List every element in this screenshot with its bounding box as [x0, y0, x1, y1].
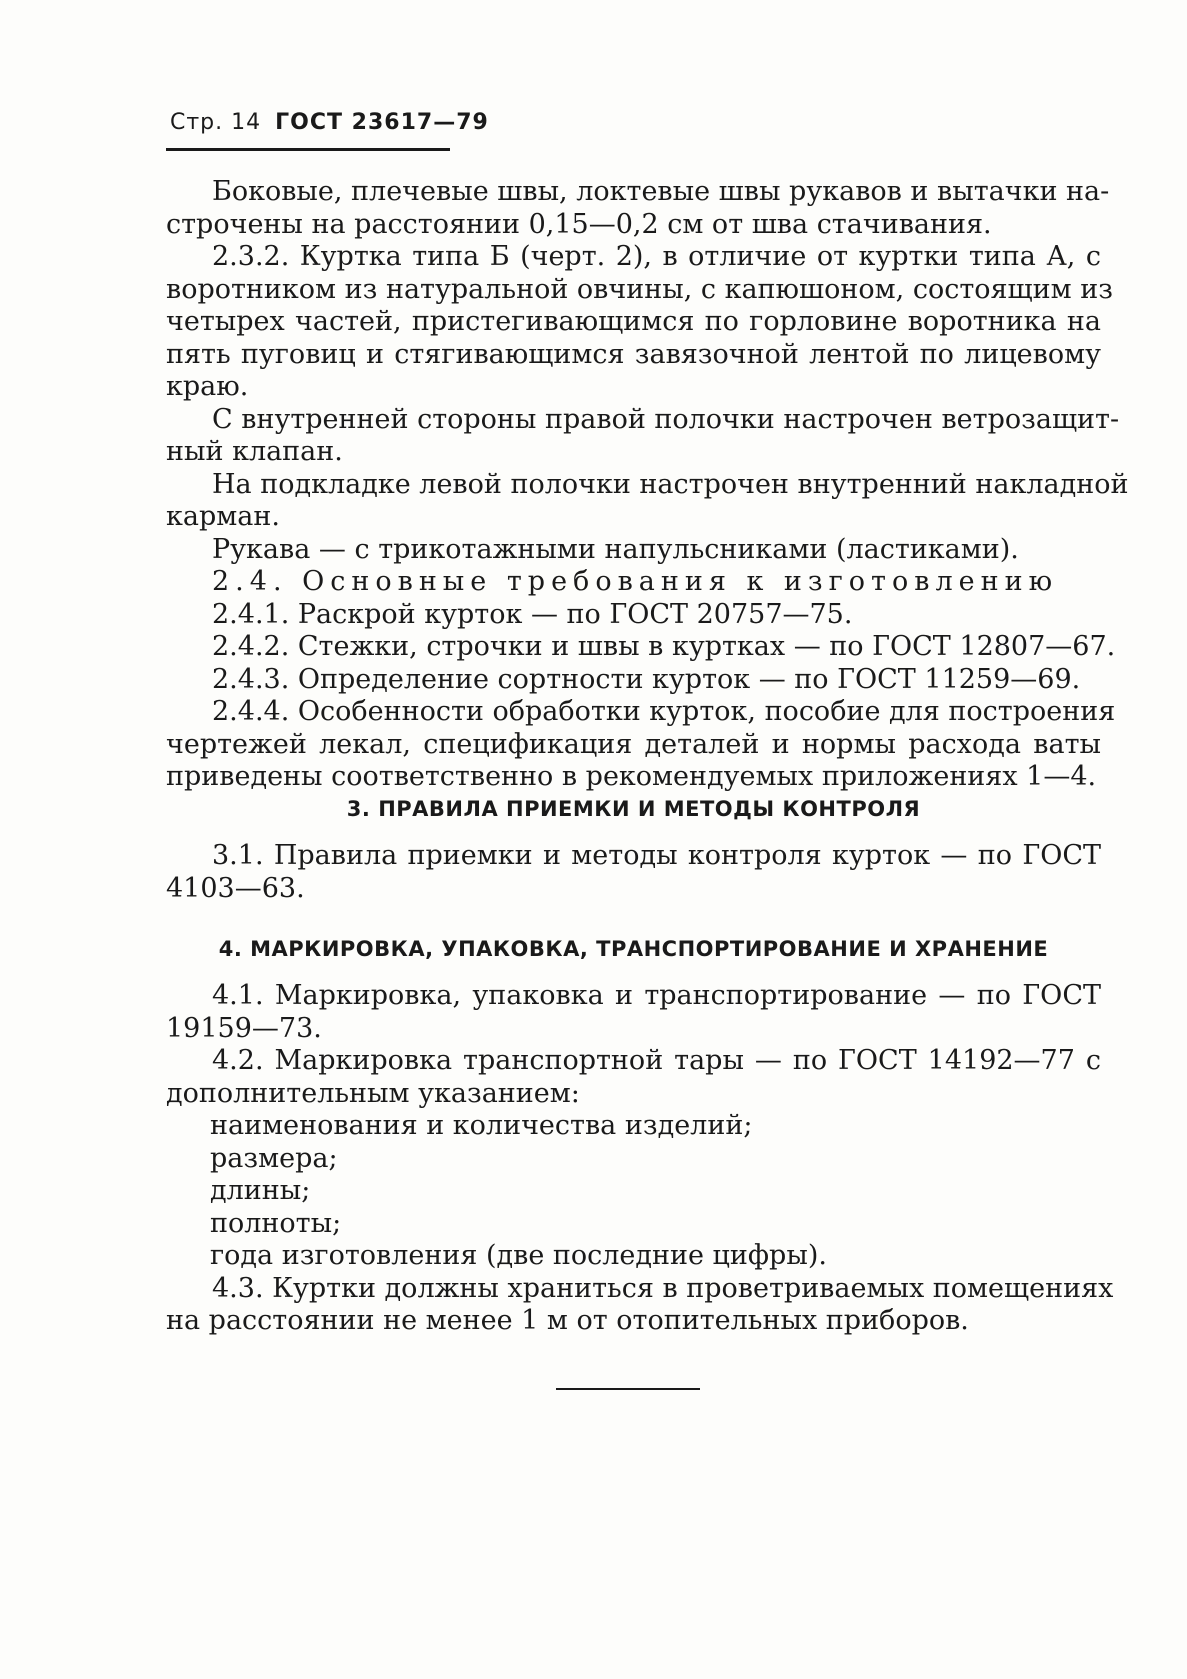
- text-line: приведены соответственно в рекомендуемых приложениях 1—4.: [166, 761, 1097, 792]
- list-item: года изготовления (две последние цифры).: [210, 1240, 827, 1271]
- list-item: полноты;: [210, 1207, 342, 1239]
- body-block-1: [166, 176, 1129, 794]
- section-4-heading: 4. МАРКИРОВКА, УПАКОВКА, ТРАНСПОРТИРОВАНИЕ И ХРАНЕНИЕ: [218, 937, 1049, 961]
- text-line: четырех частей, пристегивающимся по горловине воротника на: [166, 306, 1101, 337]
- text-line: пять пуговиц и стягивающимся завязочной лентой по лицевому: [166, 338, 1101, 370]
- clause-4-2: 4.2. Маркировка транспортной тары — по ГОСТ 14192—77 с: [212, 1045, 1101, 1076]
- text-line: строчены на расстоянии 0,15—0,2 см от шва стачивания.: [166, 208, 992, 240]
- page-number: Стр. 14: [170, 110, 262, 135]
- clause-2-4-4: 2.4.4. Особенности обработки курток, пособие для построения: [212, 696, 1116, 727]
- text-line: 4103—63.: [166, 872, 305, 904]
- text-line: воротником из натуральной овчины, с капюшоном, состоящим из: [166, 273, 1113, 305]
- clause-2-4-heading: 2.4. Основные требования к изготовлению: [212, 566, 1059, 597]
- text-line: 19159—73.: [166, 1012, 322, 1044]
- section-4-body: [166, 980, 1114, 1338]
- text-line: С внутренней стороны правой полочки настрочен ветрозащит-: [212, 403, 1120, 435]
- text-line: ный клапан.: [166, 436, 343, 467]
- clause-4-1: 4.1. Маркировка, упаковка и транспортирование — по ГОСТ: [212, 980, 1101, 1011]
- standard-number: ГОСТ 23617—79: [275, 110, 489, 135]
- clause-4-3: 4.3. Куртки должны храниться в проветриваемых помещениях: [212, 1272, 1114, 1304]
- text-line: на расстоянии не менее 1 м от отопительных приборов.: [166, 1305, 969, 1336]
- list-item: наименования и количества изделий;: [210, 1110, 753, 1141]
- section-3-body: [166, 840, 1101, 905]
- text-line: дополнительным указанием:: [166, 1077, 580, 1109]
- text-line: Боковые, плечевые швы, локтевые швы рукавов и вытачки на-: [212, 176, 1110, 207]
- clause-3-1: 3.1. Правила приемки и методы контроля курток — по ГОСТ: [212, 840, 1101, 871]
- list-item: длины;: [210, 1175, 311, 1206]
- page-header: [170, 110, 489, 135]
- clause-2-4-3: 2.4.3. Определение сортности курток — по ГОСТ 11259—69.: [212, 663, 1081, 695]
- clause-2-4-1: 2.4.1. Раскрой курток — по ГОСТ 20757—75.: [212, 598, 853, 630]
- list-item: размера;: [210, 1142, 338, 1174]
- text-line: краю.: [166, 371, 249, 402]
- text-line: На подкладке левой полочки настрочен внутренний накладной: [212, 468, 1129, 500]
- end-rule: [556, 1388, 700, 1390]
- clause-2-3-2: 2.3.2. Куртка типа Б (черт. 2), в отличие от куртки типа А, с: [212, 241, 1101, 272]
- text-line: карман.: [166, 501, 280, 532]
- header-underline: [166, 148, 450, 151]
- text-line: Рукава — с трикотажными напульсниками (ластиками).: [212, 533, 1019, 565]
- section-3-heading: 3. ПРАВИЛА ПРИЕМКИ И МЕТОДЫ КОНТРОЛЯ: [346, 797, 921, 821]
- clause-2-4-2: 2.4.2. Стежки, строчки и швы в куртках — по ГОСТ 12807—67.: [212, 631, 1116, 662]
- text-line: чертежей лекал, спецификация деталей и нормы расхода ваты: [166, 728, 1101, 760]
